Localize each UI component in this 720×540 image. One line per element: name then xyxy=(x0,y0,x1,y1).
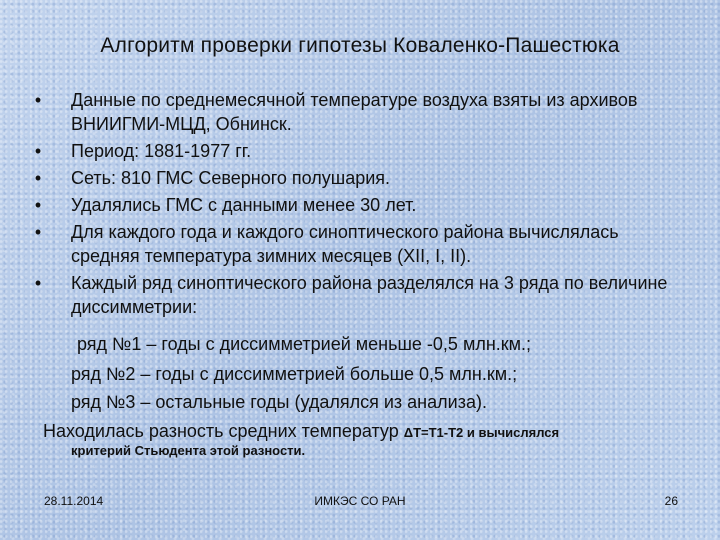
bullet-dot: • xyxy=(34,141,42,161)
final-statement xyxy=(43,419,559,445)
bullet-dot: • xyxy=(34,90,42,110)
bullet-item xyxy=(28,193,678,217)
bullet-dot: • xyxy=(34,195,42,215)
bullet-item xyxy=(28,139,678,163)
bullet-item xyxy=(28,166,678,190)
series-line-3: ряд №3 – остальные годы (удалялся из анализа). xyxy=(71,392,487,412)
series-line-1: ряд №1 – годы с диссимметрией меньше -0,5 млн.км.; xyxy=(77,334,532,354)
final-text: Находилась разность средних температур xyxy=(43,421,399,441)
series-line-2: ряд №2 – годы с диссимметрией больше 0,5 млн.км.; xyxy=(71,364,518,384)
final-formula: ΔT=T1-T2 и вычислялся xyxy=(403,425,560,440)
footer-organization: ИМКЭС СО РАН xyxy=(314,494,406,508)
bullet-text: Каждый ряд синоптического района разделялся на 3 ряда по величине диссимметрии: xyxy=(71,273,668,317)
footer-date: 28.11.2014 xyxy=(44,494,104,508)
bullet-dot: • xyxy=(34,273,42,293)
bullet-text: Сеть: 810 ГМС Северного полушария. xyxy=(71,168,391,188)
bullet-item xyxy=(28,88,678,136)
footer-page-number: 26 xyxy=(664,494,678,508)
bullet-list xyxy=(28,88,678,322)
bullet-text: Данные по среднемесячной температуре воздуха взяты из архивов ВНИИГМИ-МЦД, Обнинск. xyxy=(71,90,638,134)
bullet-text: Период: 1881-1977 гг. xyxy=(71,141,252,161)
bullet-text: Для каждого года и каждого синоптического района вычислялась средняя температура зимних месяцев (XII, I, II). xyxy=(71,222,619,266)
slide-title: Алгоритм проверки гипотезы Коваленко-Пашестюка xyxy=(100,34,620,57)
bullet-dot: • xyxy=(34,168,42,188)
final-text-continued: критерий Стьюдента этой разности. xyxy=(71,443,306,458)
bullet-item xyxy=(28,220,678,268)
bullet-item xyxy=(28,271,678,319)
bullet-dot: • xyxy=(34,222,42,242)
bullet-text: Удалялись ГМС с данными менее 30 лет. xyxy=(71,195,417,215)
